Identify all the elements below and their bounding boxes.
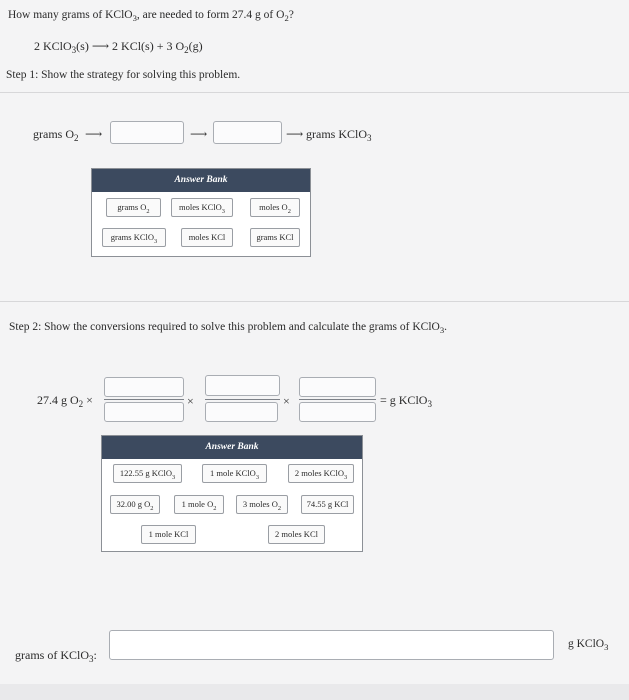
divider [0, 301, 629, 302]
strategy-drop-box-2[interactable] [213, 121, 282, 144]
question-text: How many grams of KClO$_3$, are needed to form 27.4 g of $O_2$? [8, 9, 294, 23]
reaction-arrow: ⟶ [91, 39, 110, 53]
answer-bank-title: Answer Bank [92, 169, 310, 192]
bank-chip-grams-kcl[interactable]: grams KCl [250, 228, 300, 247]
bank-chip-2-moles-kcl[interactable]: 2 moles KCl [268, 525, 325, 544]
answer-bank-step1 [91, 168, 311, 257]
multiply-sign: × [187, 394, 194, 408]
bank-chip-3-moles-o2[interactable]: 3 moles $O_2$ [236, 495, 288, 514]
fraction-bar [104, 399, 184, 400]
bank-chip-1-mole-kclo3[interactable]: 1 mole KClO$_3$ [202, 464, 267, 483]
flow-start-label: grams $O_2$ [33, 127, 79, 143]
step1-label: Step 1: Show the strategy for solving this problem. [6, 69, 241, 81]
bank-chip-32-00-g-o2[interactable]: 32.00 g $O_2$ [110, 495, 160, 514]
final-answer-label: grams of KClO$_3$: [15, 648, 97, 664]
bank-chip-1-mole-kcl[interactable]: 1 mole KCl [141, 525, 196, 544]
divider [0, 92, 629, 93]
fraction-bar [205, 399, 280, 400]
bank-chip-grams-o2[interactable]: grams $O_2$ [106, 198, 161, 217]
answer-bank-step2 [101, 435, 363, 552]
step2-label: Step 2: Show the conversions required to solve this problem and calculate the grams of KClO$_3$. [9, 321, 448, 335]
numerator-box-1[interactable] [104, 377, 184, 397]
result-unit: = g KClO$_3$ [380, 393, 432, 409]
final-answer-unit: g KClO$_3$ [568, 638, 609, 652]
bottom-area [0, 684, 629, 700]
bank-chip-moles-kcl[interactable]: moles KCl [181, 228, 233, 247]
final-answer-input[interactable] [109, 630, 554, 660]
bank-chip-moles-o2[interactable]: moles $O_2$ [250, 198, 300, 217]
flow-arrow: ⟶ [286, 127, 304, 141]
bank-chip-74-55-g-kcl[interactable]: 74.55 g KCl [301, 495, 354, 514]
flow-arrow: ⟶ [85, 127, 103, 141]
flow-arrow: ⟶ [190, 127, 208, 141]
fraction-bar [299, 399, 376, 400]
flow-end-label: grams KClO$_3$ [306, 127, 372, 143]
denominator-box-1[interactable] [104, 402, 184, 422]
bank-chip-moles-kclo3[interactable]: moles KClO$_3$ [171, 198, 233, 217]
given-quantity: 27.4 g $O_2$ × [37, 393, 93, 409]
bank-chip-2-moles-kclo3[interactable]: 2 moles KClO$_3$ [288, 464, 354, 483]
numerator-box-3[interactable] [299, 377, 376, 397]
denominator-box-2[interactable] [205, 402, 278, 422]
numerator-box-2[interactable] [205, 375, 280, 396]
chemical-equation: 2 KClO$_3$(s) ⟶ 2 KCl(s) + 3 $O_2(g)$ [34, 39, 203, 55]
bank-chip-1-mole-o2[interactable]: 1 mole $O_2$ [174, 495, 224, 514]
strategy-drop-box-1[interactable] [110, 121, 184, 144]
answer-bank-title: Answer Bank [102, 436, 362, 459]
bank-chip-122-55-g-kclo3[interactable]: 122.55 g KClO$_3$ [113, 464, 182, 483]
bank-chip-grams-kclo3[interactable]: grams KClO$_3$ [102, 228, 166, 247]
denominator-box-3[interactable] [299, 402, 376, 422]
multiply-sign: × [283, 394, 290, 408]
